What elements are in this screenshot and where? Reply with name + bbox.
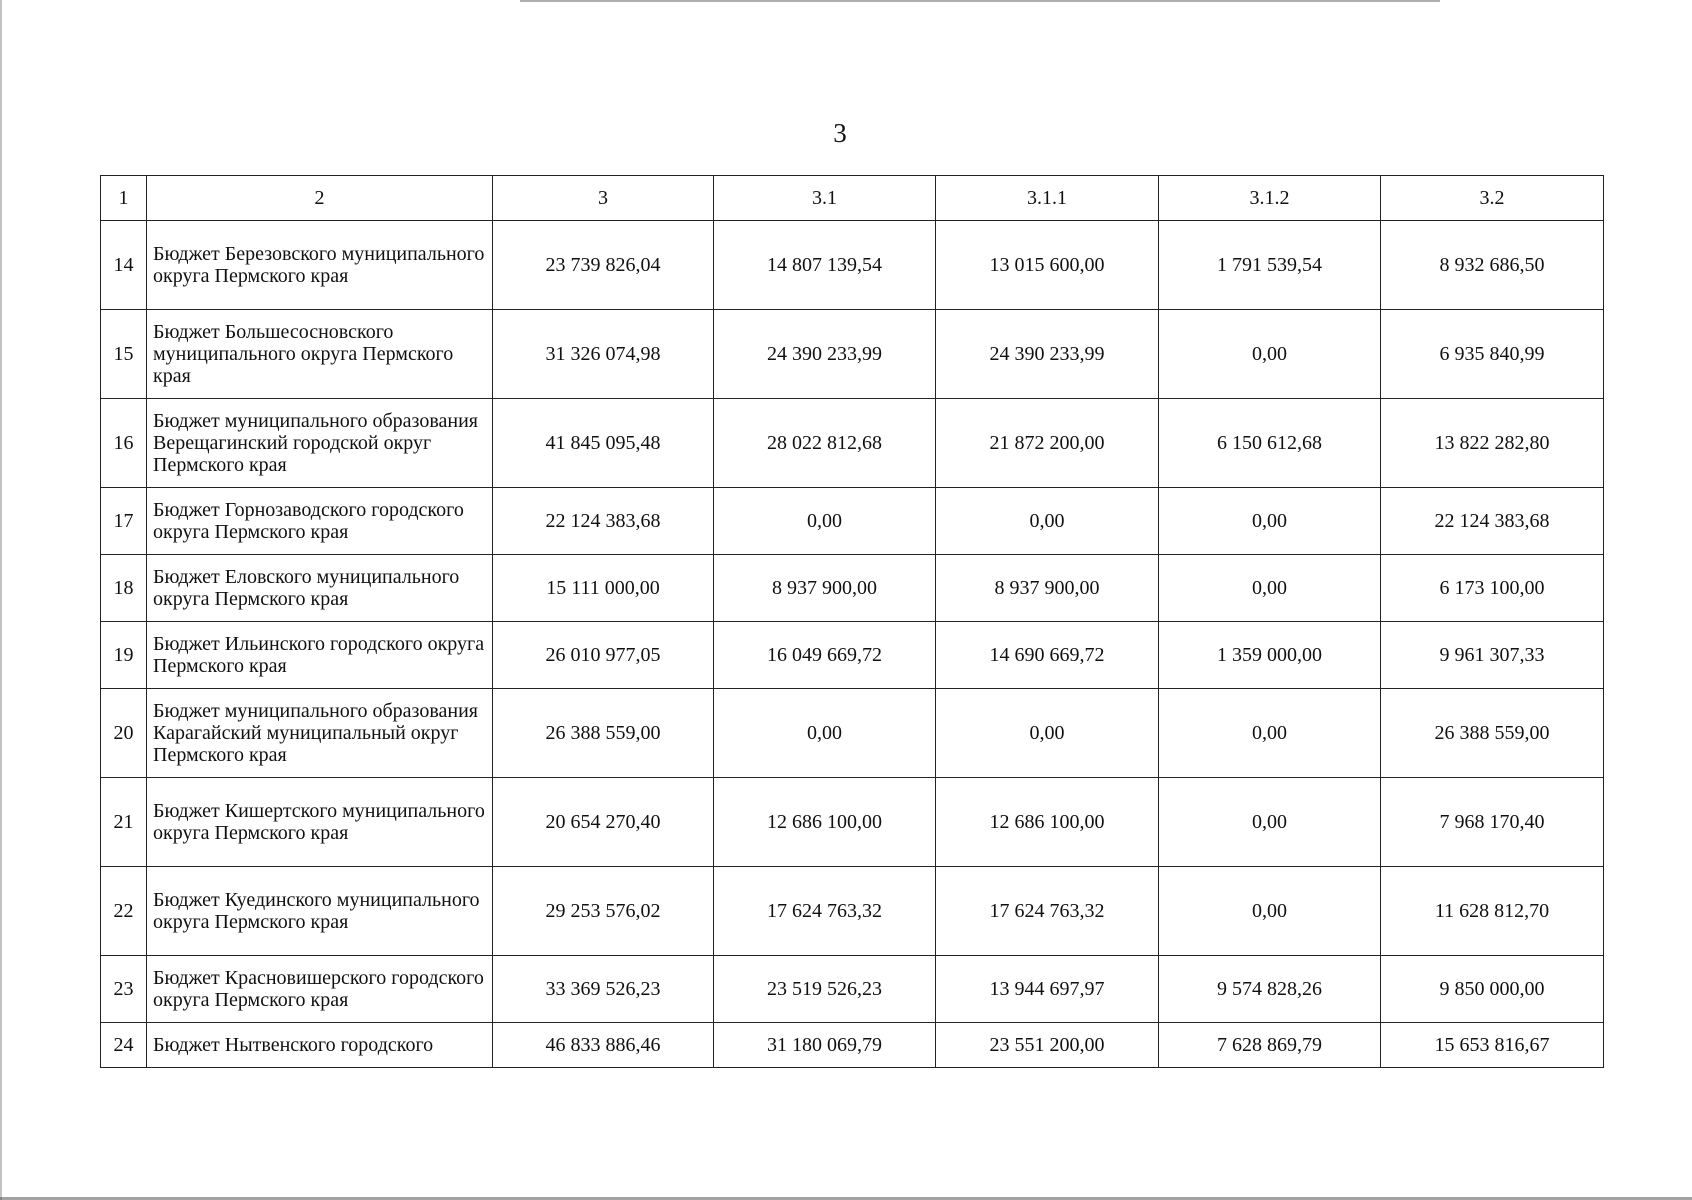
header-cell: 3.1 (714, 176, 936, 221)
col-3-1-2-cell: 0,00 (1159, 555, 1381, 622)
col-3-1-2-cell: 0,00 (1159, 310, 1381, 399)
col-3-1-2-cell: 7 628 869,79 (1159, 1023, 1381, 1068)
col-3-1-2-cell: 6 150 612,68 (1159, 399, 1381, 488)
table-header-row (101, 176, 1604, 221)
col-3-1-1-cell: 17 624 763,32 (936, 867, 1159, 956)
col-3-1-cell: 0,00 (714, 488, 936, 555)
col-3-1-1-cell: 0,00 (936, 488, 1159, 555)
col-3-1-1-cell: 14 690 669,72 (936, 622, 1159, 689)
row-number-cell: 16 (101, 399, 147, 488)
col-3-1-1-cell: 0,00 (936, 689, 1159, 778)
total-cell: 29 253 576,02 (493, 867, 714, 956)
header-cell: 3.2 (1381, 176, 1604, 221)
table-row (101, 867, 1604, 956)
table-row (101, 689, 1604, 778)
table-row (101, 778, 1604, 867)
col-3-1-2-cell: 0,00 (1159, 689, 1381, 778)
page-edge-left (0, 0, 2, 1200)
table-row (101, 221, 1604, 310)
header-cell: 2 (147, 176, 493, 221)
col-3-2-cell: 9 850 000,00 (1381, 956, 1604, 1023)
row-number-cell: 24 (101, 1023, 147, 1068)
total-cell: 20 654 270,40 (493, 778, 714, 867)
budget-table (100, 175, 1604, 1068)
row-number-cell: 20 (101, 689, 147, 778)
table-row (101, 956, 1604, 1023)
total-cell: 22 124 383,68 (493, 488, 714, 555)
table-row (101, 310, 1604, 399)
col-3-1-1-cell: 21 872 200,00 (936, 399, 1159, 488)
col-3-2-cell: 9 961 307,33 (1381, 622, 1604, 689)
col-3-1-1-cell: 13 944 697,97 (936, 956, 1159, 1023)
budget-name-cell: Бюджет Кишертского муниципального округа Пермского края (147, 778, 493, 867)
total-cell: 31 326 074,98 (493, 310, 714, 399)
col-3-1-2-cell: 1 791 539,54 (1159, 221, 1381, 310)
col-3-1-2-cell: 0,00 (1159, 488, 1381, 555)
total-cell: 26 010 977,05 (493, 622, 714, 689)
col-3-1-2-cell: 0,00 (1159, 867, 1381, 956)
total-cell: 41 845 095,48 (493, 399, 714, 488)
col-3-2-cell: 26 388 559,00 (1381, 689, 1604, 778)
col-3-1-cell: 31 180 069,79 (714, 1023, 936, 1068)
row-number-cell: 23 (101, 956, 147, 1023)
col-3-2-cell: 6 173 100,00 (1381, 555, 1604, 622)
table-row (101, 622, 1604, 689)
page-edge-top (520, 0, 1440, 2)
total-cell: 46 833 886,46 (493, 1023, 714, 1068)
col-3-2-cell: 7 968 170,40 (1381, 778, 1604, 867)
col-3-1-cell: 0,00 (714, 689, 936, 778)
col-3-2-cell: 13 822 282,80 (1381, 399, 1604, 488)
budget-name-cell: Бюджет Ильинского городского округа Пермского края (147, 622, 493, 689)
col-3-1-1-cell: 24 390 233,99 (936, 310, 1159, 399)
header-cell: 3.1.2 (1159, 176, 1381, 221)
row-number-cell: 14 (101, 221, 147, 310)
col-3-1-2-cell: 1 359 000,00 (1159, 622, 1381, 689)
table-row (101, 1023, 1604, 1068)
col-3-1-cell: 14 807 139,54 (714, 221, 936, 310)
col-3-1-1-cell: 23 551 200,00 (936, 1023, 1159, 1068)
budget-name-cell: Бюджет Куединского муниципального округа Пермского края (147, 867, 493, 956)
budget-name-cell: Бюджет Горнозаводского городского округа Пермского края (147, 488, 493, 555)
row-number-cell: 22 (101, 867, 147, 956)
col-3-2-cell: 8 932 686,50 (1381, 221, 1604, 310)
col-3-1-1-cell: 8 937 900,00 (936, 555, 1159, 622)
total-cell: 26 388 559,00 (493, 689, 714, 778)
col-3-1-cell: 16 049 669,72 (714, 622, 936, 689)
table-row (101, 488, 1604, 555)
row-number-cell: 19 (101, 622, 147, 689)
col-3-2-cell: 15 653 816,67 (1381, 1023, 1604, 1068)
total-cell: 15 111 000,00 (493, 555, 714, 622)
col-3-1-cell: 28 022 812,68 (714, 399, 936, 488)
budget-name-cell: Бюджет Нытвенского городского (147, 1023, 493, 1068)
col-3-1-2-cell: 9 574 828,26 (1159, 956, 1381, 1023)
header-cell: 1 (101, 176, 147, 221)
page-number: 3 (833, 118, 847, 148)
row-number-cell: 17 (101, 488, 147, 555)
row-number-cell: 18 (101, 555, 147, 622)
budget-name-cell: Бюджет муниципального образования Верещагинский городской округ Пермского края (147, 399, 493, 488)
col-3-1-cell: 17 624 763,32 (714, 867, 936, 956)
col-3-1-cell: 12 686 100,00 (714, 778, 936, 867)
col-3-1-1-cell: 13 015 600,00 (936, 221, 1159, 310)
budget-name-cell: Бюджет Красновишерского городского округа Пермского края (147, 956, 493, 1023)
budget-name-cell: Бюджет Большесосновского муниципального округа Пермского края (147, 310, 493, 399)
col-3-1-cell: 24 390 233,99 (714, 310, 936, 399)
header-cell: 3 (493, 176, 714, 221)
row-number-cell: 15 (101, 310, 147, 399)
col-3-2-cell: 11 628 812,70 (1381, 867, 1604, 956)
budget-name-cell: Бюджет Еловского муниципального округа Пермского края (147, 555, 493, 622)
col-3-1-cell: 8 937 900,00 (714, 555, 936, 622)
header-cell: 3.1.1 (936, 176, 1159, 221)
budget-table-container (100, 175, 1604, 1068)
row-number-cell: 21 (101, 778, 147, 867)
table-row (101, 399, 1604, 488)
col-3-2-cell: 6 935 840,99 (1381, 310, 1604, 399)
col-3-2-cell: 22 124 383,68 (1381, 488, 1604, 555)
total-cell: 33 369 526,23 (493, 956, 714, 1023)
budget-name-cell: Бюджет муниципального образования Карагайский муниципальный округ Пермского края (147, 689, 493, 778)
table-row (101, 555, 1604, 622)
col-3-1-2-cell: 0,00 (1159, 778, 1381, 867)
budget-name-cell: Бюджет Березовского муниципального округа Пермского края (147, 221, 493, 310)
col-3-1-1-cell: 12 686 100,00 (936, 778, 1159, 867)
col-3-1-cell: 23 519 526,23 (714, 956, 936, 1023)
total-cell: 23 739 826,04 (493, 221, 714, 310)
